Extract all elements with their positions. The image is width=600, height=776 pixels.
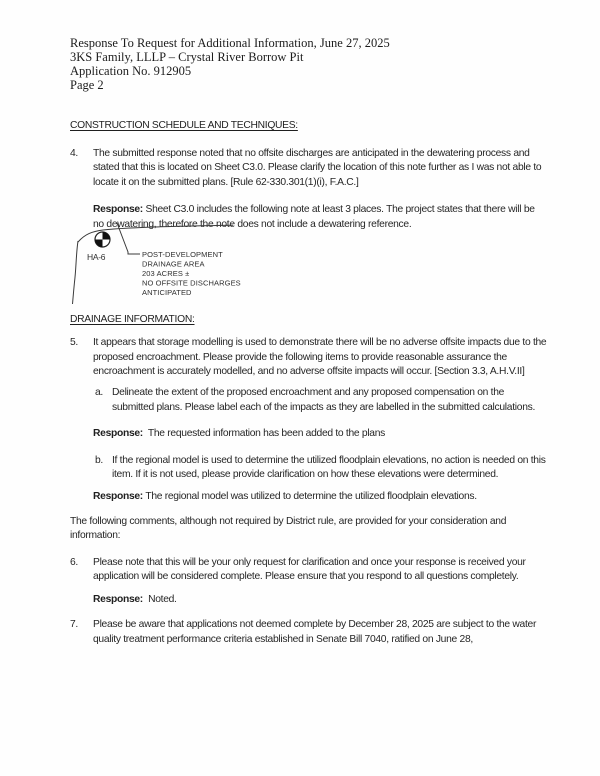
item-5a-response xyxy=(93,427,547,442)
item-5-text: It appears that storage modelling is used to demonstrate there will be no adverse offsite impacts due to the proposed encroachment. Please provide the following items to provide reasonable assurance the encroachment is accurately modelled, and no adverse offsite impacts will occur. [Section 3.3, A.H.V.II] xyxy=(93,337,547,378)
header-title: Response To Request for Additional Information, June 27, 2025 xyxy=(70,36,390,50)
figure-note-line: ANTICIPATED xyxy=(142,287,192,297)
header-applicant: 3KS Family, LLLP – Crystal River Borrow Pit xyxy=(70,50,304,64)
item-4 xyxy=(70,147,547,313)
response-text: Noted. xyxy=(148,593,177,605)
item-5a-letter: a. xyxy=(95,386,103,398)
item-7-number: 7. xyxy=(70,619,78,631)
figure-note-line: POST-DEVELOPMENT xyxy=(142,249,223,259)
item-5b-text: If the regional model is used to determine the utilized floodplain elevations, no action is needed on this item. If it is not used, please provide clarification on how these elevations were determined. xyxy=(112,454,546,481)
item-7-text: Please be aware that applications not deemed complete by December 28, 2025 are subject to the water quality treatment performance criteria established in Senate Bill 7040, ratified on June 28, xyxy=(93,619,537,646)
benchmark-quartered-circle-icon xyxy=(95,232,110,247)
item-6-text: Please note that this will be your only request for clarification and once your response is received your application will be considered complete. Please ensure that you respond to all questions completely. xyxy=(93,556,526,583)
item-5a xyxy=(95,386,547,415)
item-5 xyxy=(70,336,547,514)
item-6-number: 6. xyxy=(70,556,78,568)
response-label: Response: xyxy=(93,490,143,502)
item-4-text: The submitted response noted that no offsite discharges are anticipated in the dewatering process and stated that this is located on Sheet C3.0. Please clarify the location of this note further as I was not able to locate it on the submitted plans. [Rule 62-330.301(1)(i), F.A.C.] xyxy=(93,147,542,188)
item-5b-letter: b. xyxy=(95,454,103,466)
section-title-drainage: DRAINAGE INFORMATION: xyxy=(70,313,195,325)
response-label: Response: xyxy=(93,204,143,216)
figure-note-line: NO OFFSITE DISCHARGES xyxy=(142,278,241,288)
response-text: The requested information has been added to the plans xyxy=(147,428,386,440)
closing-note: The following comments, although not required by District rule, are provided for your consideration and information: xyxy=(70,515,507,542)
item-4-number: 4. xyxy=(70,147,78,159)
response-label: Response: xyxy=(93,593,143,605)
response-text: The regional model was utilized to determine the utilized floodplain elevations. xyxy=(145,490,477,502)
response-label: Response: xyxy=(93,428,143,440)
item-7 xyxy=(70,618,547,647)
item-6 xyxy=(70,556,547,608)
item-5b xyxy=(95,454,547,483)
item-5a-text: Delineate the extent of the proposed encroachment and any proposed compensation on the submitted plans. Please label each of the impacts as they are labelled in the submitted calculations. xyxy=(112,386,536,413)
plan-note-figure xyxy=(65,221,265,309)
section-title-construction: CONSTRUCTION SCHEDULE AND TECHNIQUES: xyxy=(70,120,298,131)
plan-excerpt-drawing xyxy=(65,221,265,309)
header-page-number: Page 2 xyxy=(70,78,104,92)
item-6-response xyxy=(93,593,547,608)
plan-boundary-line-left xyxy=(73,241,79,304)
document-header xyxy=(70,36,547,92)
item-5b-response xyxy=(93,490,547,505)
response-text: Sheet C3.0 includes the following note at least 3 places. The project states that there will be no dewatering, therefore the note does not include a dewatering reference. xyxy=(93,204,535,230)
figure-note-line: 203 ACRES ± xyxy=(142,268,190,278)
item-5-number: 5. xyxy=(70,337,78,349)
figure-note-line: DRAINAGE AREA xyxy=(142,259,205,269)
marker-label: HA-6 xyxy=(87,251,106,262)
header-application-number: Application No. 912905 xyxy=(70,64,192,78)
